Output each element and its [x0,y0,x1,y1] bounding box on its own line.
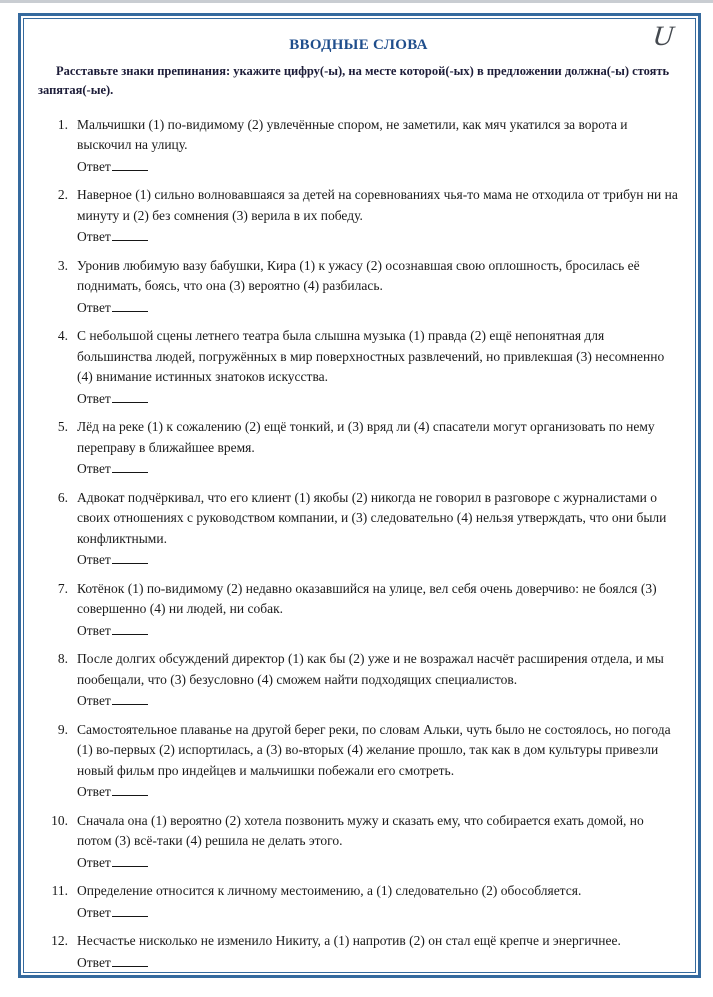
question-number: 5. [57,419,68,435]
answer-blank[interactable] [112,298,148,312]
answer-label: Ответ [77,784,111,800]
question-item [38,326,679,409]
answer-blank[interactable] [112,782,148,796]
answer-label: Ответ [77,229,111,245]
question-item [38,185,679,248]
answer-label: Ответ [77,954,111,970]
question-text: Лёд на реке (1) к сожалению (2) ещё тонкий, и (3) вряд ли (4) спасатели могут организовать по нему переправу в ближайшее время. [77,419,655,455]
answer-label: Ответ [77,299,111,315]
answer-row [77,389,679,410]
question-item [38,811,679,874]
question-number: 10. [51,812,68,828]
screenshot-top-edge [0,0,713,3]
question-text: Сначала она (1) вероятно (2) хотела позвонить мужу и сказать ему, что собирается ехать домой, но потом (3) всё-таки (4) решила не делать этого. [77,812,644,849]
question-item [38,931,679,973]
question-body [77,811,679,874]
answer-blank[interactable] [112,953,148,967]
question-text: Самостоятельное плаванье на другой берег реки, по словам Альки, чуть было не состоялось, но погода (1) во-первых (2) испортилась, а (3) во-вторых (4) желание прошло, так как в дом культуры привезли новый фильм про индейцев и мальчишки побежали его смотреть. [77,721,671,778]
answer-label: Ответ [77,693,111,709]
answer-row [77,298,679,319]
answer-row [77,903,679,924]
answer-label: Ответ [77,622,111,638]
question-number: 8. [57,651,68,667]
answer-row [77,550,679,571]
answer-row [77,157,679,178]
question-text: Уронив любимую вазу бабушки, Кира (1) к ужасу (2) осознавшая свою оплошность, бросилась её поднимать, боясь, что она (3) вероятно (4) разбилась. [77,257,640,294]
question-number: 3. [57,257,68,273]
question-body [77,579,679,642]
script-u-watermark-icon: U [651,21,675,52]
question-body [77,326,679,409]
question-number: 12. [51,933,68,949]
question-body [77,256,679,319]
answer-blank[interactable] [112,691,148,705]
answer-label: Ответ [77,552,111,568]
question-item [38,256,679,319]
answer-blank[interactable] [112,227,148,241]
question-number: 6. [57,489,68,505]
question-item [38,417,679,480]
answer-label: Ответ [77,461,111,477]
answer-label: Ответ [77,904,111,920]
answer-row [77,621,679,642]
answer-row [77,853,679,874]
answer-blank[interactable] [112,621,148,635]
question-body [77,417,679,480]
question-body [77,720,679,803]
answer-blank[interactable] [112,157,148,171]
question-number: 7. [57,580,68,596]
question-item [38,488,679,571]
question-list [38,115,679,973]
document-frame [18,13,701,978]
question-text: Мальчишки (1) по-видимому (2) увлечённые спором, не заметили, как мяч укатился за ворота и выскочил на улицу. [77,116,628,153]
answer-label: Ответ [77,390,111,406]
instruction-text: Расставьте знаки препинания: укажите цифру(-ы), на месте которой(-ых) в предложении должна(-ы) стоять запятая(-ые). [38,64,670,98]
question-item [38,579,679,642]
question-body [77,115,679,178]
page-title: ВВОДНЫЕ СЛОВА [289,37,428,53]
question-body [77,649,679,712]
question-text: Наверное (1) сильно волновавшаяся за детей на соревнованиях чья-то мама не отходила от трибун ни на минуту и (2) без сомнения (3) верила в их победу. [77,187,678,223]
answer-label: Ответ [77,158,111,174]
answer-label: Ответ [77,854,111,870]
question-body [77,931,679,973]
question-item [38,720,679,803]
document-frame-inner [23,18,696,973]
answer-blank[interactable] [112,459,148,473]
answer-blank[interactable] [112,853,148,867]
question-body [77,881,679,923]
question-body [77,185,679,248]
answer-row [77,459,679,480]
question-text: С небольшой сцены летнего театра была слышна музыка (1) правда (2) ещё непонятная для большинства людей, погружённых в мир поверхностных развлечений, но привлекшая (3) несомненно (4) внимание истинных знатоков искусства. [77,328,665,385]
question-text: Несчастье нисколько не изменило Никиту, а (1) напротив (2) он стал ещё крепче и энергичнее. [77,933,621,949]
answer-blank[interactable] [112,389,148,403]
answer-blank[interactable] [112,550,148,564]
question-text: Определение относится к личному местоимению, а (1) следовательно (2) обособляется. [77,883,582,899]
answer-row [77,691,679,712]
question-text: Адвокат подчёркивал, что его клиент (1) якобы (2) никогда не говорил в разговоре с журналистами о своих отношениях с руководством компании, и (3) следовательно (4) нельзя утверждать, что они были конфликтными. [77,489,667,546]
worksheet-content [24,19,695,973]
answer-blank[interactable] [112,903,148,917]
question-number: 1. [57,116,68,132]
question-body [77,488,679,571]
question-text: После долгих обсуждений директор (1) как бы (2) уже и не возражал насчёт расширения отдела, и мы пообещали, что (3) безусловно (4) сможем найти подходящих специалистов. [77,651,664,687]
question-number: 4. [57,328,68,344]
answer-row [77,227,679,248]
question-text: Котёнок (1) по-видимому (2) недавно оказавшийся на улице, вел себя очень доверчиво: не боялся (3) совершенно (4) ни людей, ни собак. [77,580,657,617]
question-item [38,115,679,178]
question-number: 2. [57,187,68,203]
question-number: 11. [51,883,68,899]
question-item [38,881,679,923]
answer-row [77,953,679,973]
question-item [38,649,679,712]
answer-row [77,782,679,803]
question-number: 9. [57,721,68,737]
